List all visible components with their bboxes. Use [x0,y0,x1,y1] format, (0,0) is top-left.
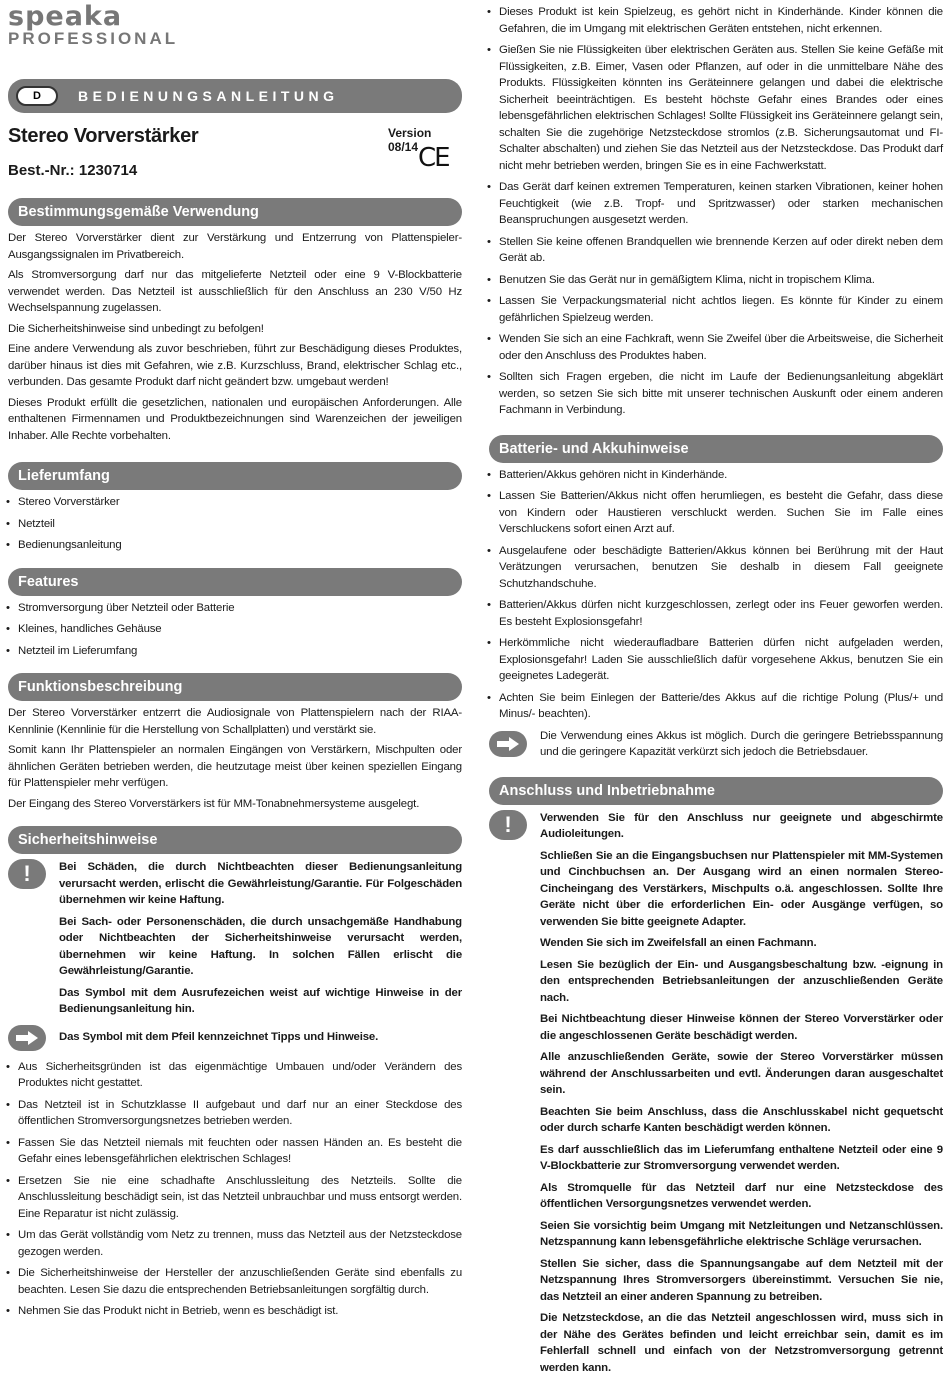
language-badge: D [16,86,58,106]
safety-warning-block [8,859,462,1023]
brand-subline: PROFESSIONAL [8,30,178,48]
section-heading-intended-use: Bestimmungsgemäße Verwendung [8,198,462,226]
doc-type-label: BEDIENUNGSANLEITUNG [78,88,339,104]
warning-paragraph: Wenden Sie sich im Zweifelsfall an einen Fachmann. [540,935,943,952]
list-item: • Die Sicherheitshinweise der Hersteller der anzuschließenden Geräte sind ebenfalls zu beachten. Lesen Sie dazu die entsprechenden Betriebsanleitungen sorgfältig durch. [8,1265,462,1298]
brand-logo [8,4,178,48]
exclamation-icon: ! [8,859,46,889]
list-item: • Um das Gerät vollständig vom Netz zu trennen, muss das Netzteil aus der Netzsteckdose gezogen werden. [8,1227,462,1260]
list-item: • Batterien/Akkus dürfen nicht kurzgeschlossen, zerlegt oder ins Feuer geworfen werden. Es besteht Explosionsgefahr! [489,597,943,630]
list-item: • Fassen Sie das Netzteil niemals mit feuchten oder nassen Händen an. Es besteht die Gefahr eines lebensgefährlichen elektrischen Schlages! [8,1135,462,1168]
safety-warning-text [59,859,462,1023]
list-item: • Stereo Vorverstärker [8,494,462,511]
paragraph: Somit kann Ihr Plattenspieler an normalen Eingängen von Verstärkern, Mischpulten oder ähnlichen Geräten betrieben werden, die heutzutage meist über keinen speziellen Eingang für Plattenspieler mehr verfügen. [8,742,462,792]
warning-paragraph: Schließen Sie an die Eingangsbuchsen nur Plattenspieler mit MM-Systemen und Cinchbuchsen an. Der Ausgang wird an einen normalen Stereo-Cincheingang des Verstärkers, Mischpults o.ä. angeschlossen. Sollte Ihre Geräte nicht über die erforderlichen Ein- oder Ausgänge verfügen, so verwenden Sie bitte geeignete Adapter. [540,848,943,931]
right-column [489,4,943,1381]
brand-name: speaka [8,4,178,30]
tip-text: Die Verwendung eines Akkus ist möglich. Durch die geringere Betriebsspannung und die geringere Kapazität verkürzt sich jedoch die Betriebsdauer. [540,728,943,761]
list-item: • Kleines, handliches Gehäuse [8,621,462,638]
warning-paragraph: Die Netzsteckdose, an die das Netzteil angeschlossen wird, muss sich in der Nähe des Gerätes befinden und leicht erreichbar sein, damit es im Fehlerfall schnell und einfach von der Netzstromversorgung getrennt werden kann. [540,1310,943,1376]
list-item: • Wenden Sie sich an eine Fachkraft, wenn Sie Zweifel über die Arbeitsweise, die Sicherheit oder den Anschluss des Produktes haben. [489,331,943,364]
section-heading-battery: Batterie- und Akkuhinweise [489,435,943,463]
paragraph: Dieses Produkt erfüllt die gesetzlichen, nationalen und europäischen Anforderungen. Alle enthaltenen Firmennamen und Produktbezeichnungen sind Warenzeichen der jeweiligen Inhaber. Alle Rechte vorbehalten. [8,395,462,445]
version-label: Version 08/14 [388,126,462,154]
features-list [8,600,462,660]
left-flow [8,198,462,1325]
paragraph: Die Sicherheitshinweise sind unbedingt zu befolgen! [8,321,462,338]
list-item: • Stromversorgung über Netzteil oder Batterie [8,600,462,617]
list-item: • Netzteil im Lieferumfang [8,643,462,660]
arrow-right-icon [8,1025,46,1051]
list-item: • Lassen Sie Batterien/Akkus nicht offen herumliegen, es besteht die Gefahr, dass diese von Kindern oder Haustieren verschluckt werden. Suchen Sie im Falle eines Verschluckens sofort einen Arzt auf. [489,488,943,538]
arrow-right-icon [489,731,527,757]
function-text [8,705,462,812]
list-item: • Batterien/Akkus gehören nicht in Kinderhände. [489,467,943,484]
doc-type-banner [8,79,462,113]
warning-paragraph: Seien Sie vorsichtig beim Umgang mit Netzleitungen und Netzanschlüssen. Netzspannung kann lebensgefährliche elektrische Schläge verursachen. [540,1218,943,1251]
list-item: • Gießen Sie nie Flüssigkeiten über elektrischen Geräten aus. Stellen Sie keine Gefäße mit Flüssigkeiten, z.B. Eimer, Vasen oder Pflanzen, auf oder in die unmittelbare Nähe des Produkts. Flüssigkeiten könnten ins Geräteinnere gelangen und dabei die elektrische Sicherheit beeinträchtigen. Es besteht höchste Gefahr eines Brandes oder eines lebensgefährlichen elektrischen Schlages! Sollte Flüssigkeit ins Geräteinnere gelangt sein, schalten Sie die zugehörige Netzsteckdose stromlos (z.B. Sicherungsautomat und FI-Schalter abschalten) und ziehen Sie das Netzteil aus der Netzsteckdose. Das Produkt darf nicht mehr betrieben werden, bringen Sie es in eine Fachwerkstatt. [489,42,943,174]
warning-paragraph: Das Symbol mit dem Ausrufezeichen weist auf wichtige Hinweise in der Bedienungsanleitung hin. [59,985,462,1018]
paragraph: Der Stereo Vorverstärker entzerrt die Audiosignale von Plattenspielern nach der RIAA-Kennlinie (Kennlinie für die Herstellung von Schallplatten) und verstärkt sie. [8,705,462,738]
list-item: • Netzteil [8,516,462,533]
paragraph: Als Stromversorgung darf nur das mitgelieferte Netzteil oder eine 9 V-Blockbatterie verwendet werden. Das Netzteil ist ausschließlich für den Anschluss an 230 V/50 Hz Wechselspannung zugelassen. [8,267,462,317]
section-heading-features: Features [8,568,462,596]
section-heading-function: Funktionsbeschreibung [8,673,462,701]
list-item: • Dieses Produkt ist kein Spielzeug, es gehört nicht in Kinderhände. Kinder können die Gefahren, die im Umgang mit elektrischen Geräten entstehen, nicht erkennen. [489,4,943,37]
connection-text [540,810,943,1381]
battery-tip-block [489,728,943,761]
list-item: • Ersetzen Sie nie eine schadhafte Anschlussleitung des Netzteils. Sollte die Anschlussleitung beschädigt sein, ist das Netzteil unbrauchbar und muss entsorgt werden. Eine Reparatur ist nicht zulässig. [8,1173,462,1223]
list-item: • Herkömmliche nicht wiederaufladbare Batterien dürfen nicht aufgeladen werden, Explosionsgefahr! Laden Sie ausschließlich dafür vorgesehene Akkus, benutzen Sie ein geeignetes Ladegerät. [489,635,943,685]
warning-paragraph: Es darf ausschließlich das im Lieferumfang enthaltene Netzteil oder eine 9 V-Blockbatterie zur Stromversorgung verwendet werden. [540,1142,943,1175]
intended-use-text [8,230,462,444]
list-item: • Aus Sicherheitsgründen ist das eigenmächtige Umbauen und/oder Verändern des Produktes nicht gestattet. [8,1059,462,1092]
list-item: • Benutzen Sie das Gerät nur in gemäßigtem Klima, nicht in tropischem Klima. [489,272,943,289]
list-item: • Das Netzteil ist in Schutzklasse II aufgebaut und darf nur an einer Steckdose des öffentlichen Stromversorgungsnetzes betrieben werden. [8,1097,462,1130]
product-title: Stereo Vorverstärker [8,125,198,148]
tip-text: Das Symbol mit dem Pfeil kennzeichnet Tipps und Hinweise. [59,1025,462,1046]
list-item: • Nehmen Sie das Produkt nicht in Betrieb, wenn es beschädigt ist. [8,1303,462,1320]
list-item: • Das Gerät darf keinen extremen Temperaturen, keinen starken Vibrationen, keiner hohen Feuchtigkeit (wie z.B. Tropf- und Spritzwasser) oder starken mechanischen Beanspruchungen ausgesetzt werden. [489,179,943,229]
warning-paragraph: Bei Schäden, die durch Nichtbeachten dieser Bedienungsanleitung verursacht werden, erlischt die Gewährleistung/Garantie. Für Folgeschäden übernehmen wir keine Haftung. [59,859,462,909]
section-heading-connection: Anschluss und Inbetriebnahme [489,777,943,805]
list-item: • Bedienungsanleitung [8,537,462,554]
scope-list [8,494,462,554]
paragraph: Der Stereo Vorverstärker dient zur Verstärkung und Entzerrung von Plattenspieler-Ausgangssignalen im Privatbereich. [8,230,462,263]
warning-paragraph: Bei Nichtbeachtung dieser Hinweise können der Stereo Vorverstärker oder die angeschlossenen Geräte beschädigt werden. [540,1011,943,1044]
warning-paragraph: Stellen Sie sicher, dass die Spannungsangabe auf dem Netzteil mit der Netzspannung Ihres Stromversorgers übereinstimmt. Versuchen Sie nie, das Netzteil an einer anderen Spannung zu betreiben. [540,1256,943,1306]
ce-mark-icon: CE [418,143,449,173]
section-heading-safety: Sicherheitshinweise [8,826,462,854]
warning-paragraph: Als Stromquelle für das Netzteil darf nur eine Netzsteckdose des öffentlichen Versorgungsnetzes verwendet werden. [540,1180,943,1213]
order-number: Best.-Nr.: 1230714 [8,162,137,179]
warning-paragraph: Bei Sach- oder Personenschäden, die durch unsachgemäße Handhabung oder Nichtbeachten der Sicherheitshinweise verursacht werden, übernehmen wir keine Haftung. In solchen Fällen erlischt die Gewährleistung/Garantie. [59,914,462,980]
section-heading-scope: Lieferumfang [8,462,462,490]
connection-warning-block [489,810,943,1381]
safety-list [8,1059,462,1320]
paragraph: Der Eingang des Stereo Vorverstärkers ist für MM-Tonabnehmersysteme ausgelegt. [8,796,462,813]
warning-paragraph: Beachten Sie beim Anschluss, dass die Anschlusskabel nicht gequetscht oder durch scharfe Kanten beschädigt werden können. [540,1104,943,1137]
safety-list-continued [489,4,943,419]
exclamation-icon: ! [489,810,527,840]
list-item: • Ausgelaufene oder beschädigte Batterien/Akkus können bei Berührung mit der Haut Verätzungen verursachen, benutzen Sie deshalb in diesem Fall geeignete Schutzhandschuhe. [489,543,943,593]
paragraph: Eine andere Verwendung als zuvor beschrieben, führt zur Beschädigung dieses Produktes, darüber hinaus ist dies mit Gefahren, wie z.B. Kurzschluss, Brand, elektrischer Schlag etc., verbunden. Das gesamte Produkt darf nicht geändert bzw. umgebaut werden! [8,341,462,391]
list-item: • Stellen Sie keine offenen Brandquellen wie brennende Kerzen auf oder direkt neben dem Gerät ab. [489,234,943,267]
list-item: • Lassen Sie Verpackungsmaterial nicht achtlos liegen. Es könnte für Kinder zu einem gefährlichen Spielzeug werden. [489,293,943,326]
warning-paragraph: Verwenden Sie für den Anschluss nur geeignete und abgeschirmte Audioleitungen. [540,810,943,843]
safety-tip-block [8,1025,462,1051]
list-item: • Achten Sie beim Einlegen der Batterie/des Akkus auf die richtige Polung (Plus/+ und Minus/- beachten). [489,690,943,723]
warning-paragraph: Lesen Sie bezüglich der Ein- und Ausgangsbeschaltung bzw. -eignung in den entsprechenden Betriebsanleitungen der anzuschließenden Geräte nach. [540,957,943,1007]
battery-list [489,467,943,723]
list-item: • Sollten sich Fragen ergeben, die nicht im Laufe der Bedienungsanleitung abgeklärt werden, so setzen Sie sich bitte mit unserer technischen Auskunft oder einem anderen Fachmann in Verbindung. [489,369,943,419]
warning-paragraph: Alle anzuschließenden Geräte, sowie der Stereo Vorverstärker müssen während der Anschlussarbeiten und evtl. Änderungen daran ausgeschaltet sein. [540,1049,943,1099]
